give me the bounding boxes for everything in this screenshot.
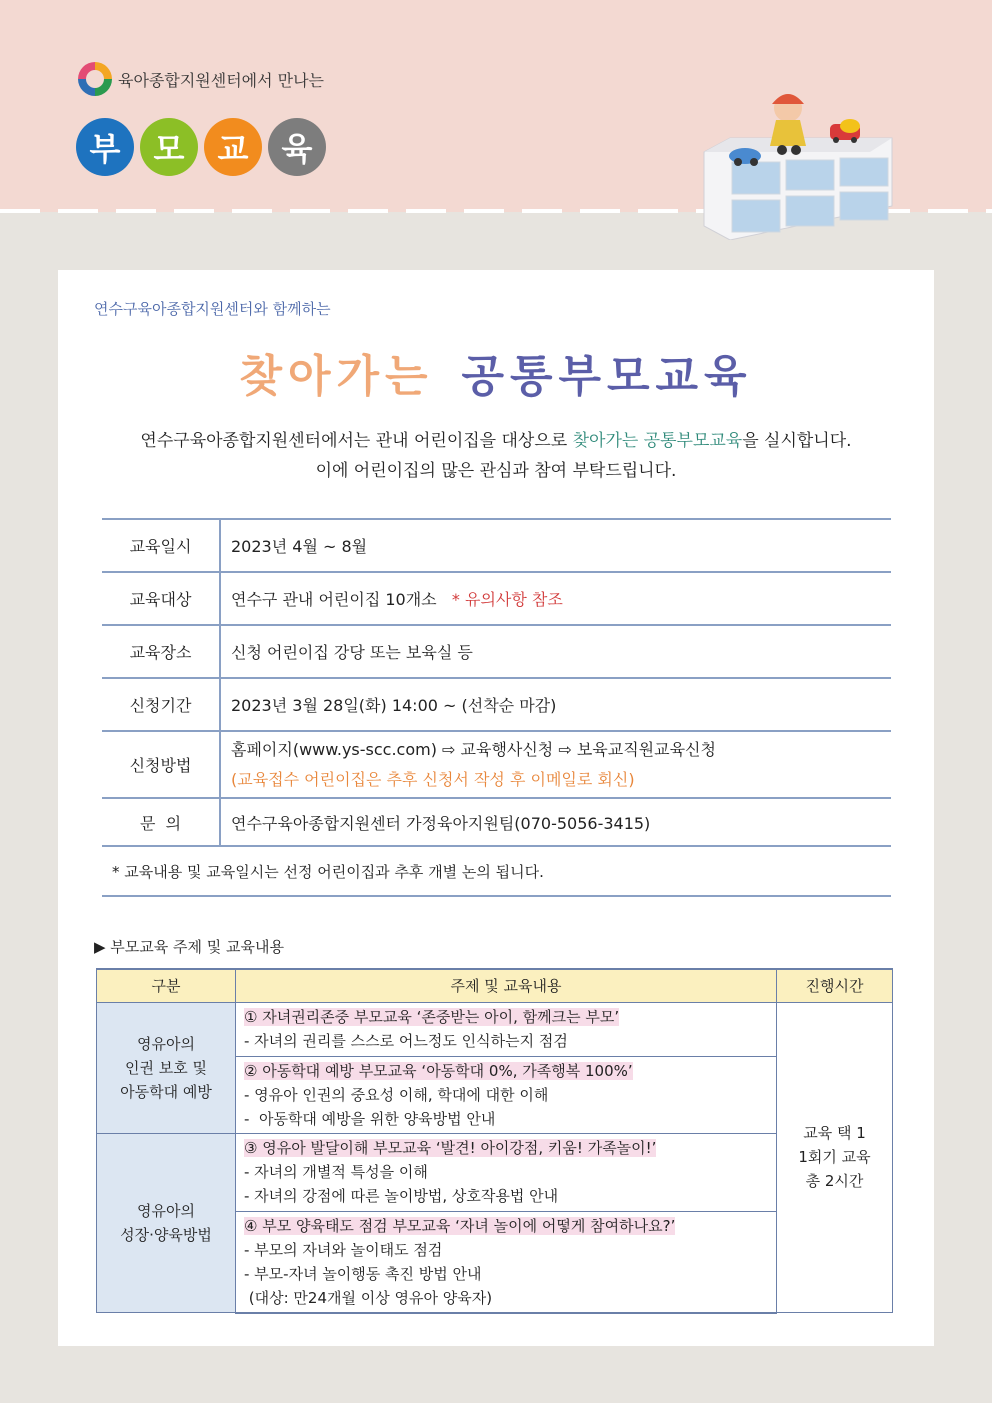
info-row xyxy=(102,572,891,625)
info-key: 신청방법 xyxy=(102,731,220,798)
category-line: 성장·양육방법 xyxy=(120,1225,212,1244)
topic-line: - 자녀의 개별적 특성을 이해 xyxy=(244,1163,428,1181)
topic-line: - 자녀의 권리를 스스로 어느정도 인식하는지 점검 xyxy=(244,1032,568,1050)
info-value: 신청 어린이집 강당 또는 보육실 등 xyxy=(220,625,891,678)
time-line: 교육 택 1 xyxy=(803,1124,866,1143)
info-value: 2023년 3월 28일(화) 14:00 ~ (선착순 마감) xyxy=(220,678,891,731)
info-row xyxy=(102,731,891,798)
section-title: ▶ 부모교육 주제 및 교육내용 xyxy=(94,938,284,956)
time-cell xyxy=(777,1002,893,1313)
logo-icon xyxy=(78,62,112,96)
center-logo xyxy=(78,62,324,96)
info-value: 연수구 관내 어린이집 10개소 xyxy=(231,590,437,609)
info-row xyxy=(102,625,891,678)
topic-title: ② 아동학대 예방 부모교육 ‘아동학대 0%, 가족행복 100%’ xyxy=(244,1061,633,1080)
intro-line-2: 이에 어린이집의 많은 관심과 참여 부탁드립니다. xyxy=(315,461,677,481)
title-part-2: 공통부모교육 xyxy=(461,351,753,402)
header-time: 진행시간 xyxy=(777,969,893,1002)
info-value-cell xyxy=(220,572,891,625)
category-line: 영유아의 xyxy=(137,1201,195,1220)
header-category: 구분 xyxy=(97,969,236,1002)
topic-line: - 부모의 자녀와 놀이태도 점검 xyxy=(244,1240,443,1259)
table-row xyxy=(97,1002,893,1056)
info-key: 문 의 xyxy=(102,798,220,846)
title-part-1: 찾아가는 xyxy=(239,351,434,402)
category-cell xyxy=(97,1133,236,1313)
category-line: 영유아의 xyxy=(137,1034,195,1053)
page-title xyxy=(58,340,934,404)
circle-char-1: 부 xyxy=(76,118,134,176)
header-content: 주제 및 교육내용 xyxy=(236,969,777,1002)
info-key: 교육일시 xyxy=(102,519,220,572)
info-footnote: * 교육내용 및 교육일시는 선정 어린이집과 추후 개별 논의 됩니다. xyxy=(102,846,891,896)
content-card xyxy=(58,270,934,1346)
topic-title: ① 자녀권리존중 부모교육 ‘존중받는 아이, 함께크는 부모’ xyxy=(244,1008,620,1026)
content-cell xyxy=(236,1002,777,1056)
content-cell xyxy=(236,1056,777,1133)
time-line: 1회기 교육 xyxy=(798,1148,871,1167)
category-cell xyxy=(97,1002,236,1133)
info-key: 교육대상 xyxy=(102,572,220,625)
title-circles xyxy=(76,118,326,176)
info-value: 2023년 4월 ~ 8월 xyxy=(220,519,891,572)
category-line: 인권 보호 및 xyxy=(125,1058,207,1077)
card-subtitle: 연수구육아종합지원센터와 함께하는 xyxy=(94,300,331,318)
intro-line-1 xyxy=(58,426,934,456)
intro-text xyxy=(58,426,934,486)
intro-line-1-b: 을 실시합니다. xyxy=(742,431,852,451)
topic-title: ④ 부모 양육태도 점검 부모교육 ‘자녀 놀이에 어떻게 참여하나요?’ xyxy=(244,1216,676,1235)
info-table xyxy=(102,518,891,897)
circle-char-2: 모 xyxy=(140,118,198,176)
intro-line-1-a: 연수구육아종합지원센터에서는 관내 어린이집을 대상으로 xyxy=(140,431,573,451)
toy-shelf-illustration xyxy=(700,90,895,240)
content-cell xyxy=(236,1133,777,1211)
info-value-cell xyxy=(220,731,891,798)
circle-char-4: 육 xyxy=(268,118,326,176)
info-row xyxy=(102,519,891,572)
info-value: 연수구육아종합지원센터 가정육아지원팀(070-5056-3415) xyxy=(220,798,891,846)
intro-highlight: 찾아가는 공통부모교육 xyxy=(572,431,743,451)
topic-line: - 부모-자녀 놀이행동 촉진 방법 안내 xyxy=(244,1264,482,1283)
circle-char-3: 교 xyxy=(204,118,262,176)
education-table xyxy=(96,968,893,1314)
time-line: 총 2시간 xyxy=(805,1172,864,1191)
footnote-row xyxy=(102,846,891,896)
info-key: 신청기간 xyxy=(102,678,220,731)
info-row xyxy=(102,798,891,846)
topic-line: - 자녀의 강점에 따른 놀이방법, 상호작용법 안내 xyxy=(244,1187,559,1205)
logo-text: 육아종합지원센터에서 만나는 xyxy=(118,70,325,90)
info-note: (교육접수 어린이집은 추후 신청서 작성 후 이메일로 회신) xyxy=(231,769,635,789)
info-row xyxy=(102,678,891,731)
category-line: 아동학대 예방 xyxy=(120,1082,212,1101)
topic-line: - 아동학대 예방을 위한 양육방법 안내 xyxy=(244,1109,496,1128)
topic-line: - 영유아 인권의 중요성 이해, 학대에 대한 이해 xyxy=(244,1085,549,1104)
content-cell xyxy=(236,1211,777,1313)
topic-title: ③ 영유아 발달이해 부모교육 ‘발견! 아이강점, 키움! 가족놀이!’ xyxy=(244,1139,657,1157)
info-key: 교육장소 xyxy=(102,625,220,678)
topic-line: (대상: 만24개월 이상 영유아 양육자) xyxy=(244,1288,493,1307)
table-row xyxy=(97,1133,893,1211)
info-value: 홈페이지(www.ys-scc.com) ⇨ 교육행사신청 ⇨ 보육교직원교육신청 xyxy=(231,739,716,759)
table-header-row xyxy=(97,969,893,1002)
info-note: * 유의사항 참조 xyxy=(451,590,563,609)
